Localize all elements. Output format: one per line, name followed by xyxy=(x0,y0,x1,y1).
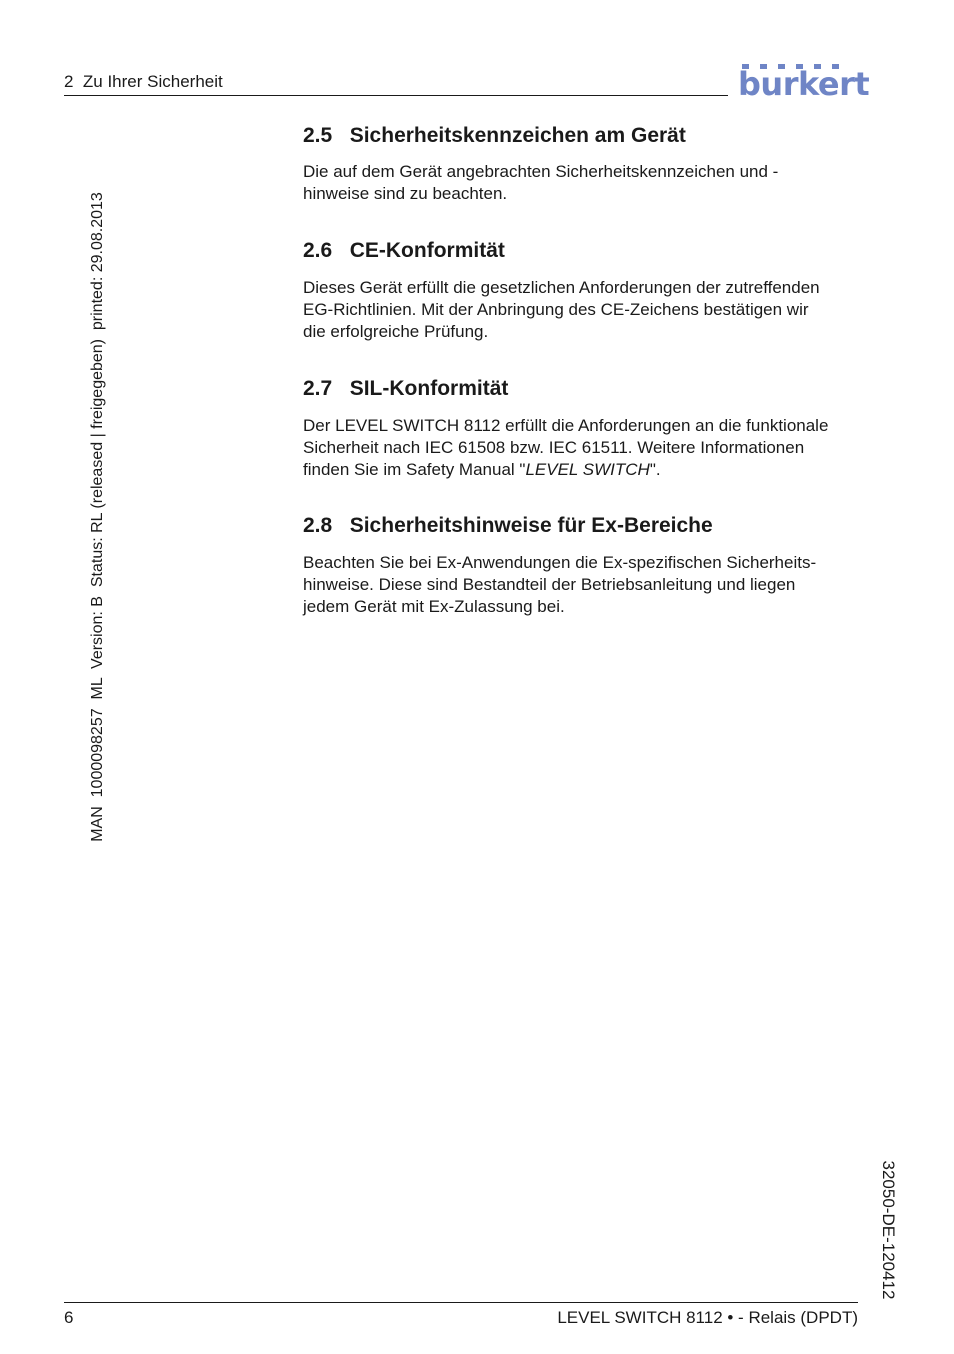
section-body-2-6 xyxy=(303,277,863,343)
body-text: ". xyxy=(649,460,661,479)
body-line xyxy=(303,459,863,481)
body-line: hinweise. Diese sind Bestandteil der Betriebsanleitung und liegen xyxy=(303,575,796,594)
section-title-2-6 xyxy=(303,238,505,264)
section-title-2-5 xyxy=(303,123,686,149)
body-text: finden Sie im Safety Manual " xyxy=(303,460,526,479)
section-heading: CE-Konformität xyxy=(349,239,505,262)
section-number: 2.7 xyxy=(303,377,333,400)
page-number: 6 xyxy=(64,1308,74,1327)
body-line: die erfolgreiche Prüfung. xyxy=(303,322,489,341)
section-number: 2.5 xyxy=(303,124,333,147)
burkert-logo xyxy=(738,64,870,103)
document-status-text: MAN 1000098257 ML Version: B Status: RL (released | freigegeben) printed: 29.08.2013 xyxy=(89,192,106,842)
body-line: hinweise sind zu beachten. xyxy=(303,184,508,203)
section-heading: Sicherheitshinweise für Ex-Bereiche xyxy=(349,514,713,537)
safety-manual-title: LEVEL SWITCH xyxy=(525,460,650,479)
section-body-2-8 xyxy=(303,552,863,618)
body-line: Dieses Gerät erfüllt die gesetzlichen Anforderungen der zutreffenden xyxy=(303,278,820,297)
body-line: Die auf dem Gerät angebrachten Sicherheitskennzeichen und - xyxy=(303,162,779,181)
section-body-2-7 xyxy=(303,415,863,481)
logo-text: burkert xyxy=(738,65,870,103)
section-number: 2.6 xyxy=(303,239,333,262)
footer-product-name: LEVEL SWITCH 8112 • - Relais (DPDT) xyxy=(557,1308,858,1327)
running-header: 2 Zu Ihrer Sicherheit xyxy=(64,72,223,91)
body-line: EG-Richtlinien. Mit der Anbringung des CE-Zeichens bestätigen wir xyxy=(303,300,809,319)
header-rule xyxy=(64,95,728,96)
body-line: jedem Gerät mit Ex-Zulassung bei. xyxy=(303,597,565,616)
body-line: Der LEVEL SWITCH 8112 erfüllt die Anforderungen an die funktionale xyxy=(303,416,829,435)
section-body-2-5 xyxy=(303,161,863,205)
section-heading: SIL-Konformität xyxy=(349,377,509,400)
footer-rule xyxy=(64,1302,858,1303)
body-line: Sicherheit nach IEC 61508 bzw. IEC 61511. Weitere Informationen xyxy=(303,438,805,457)
body-line: Beachten Sie bei Ex-Anwendungen die Ex-spezifischen Sicherheits- xyxy=(303,553,817,572)
section-title-2-7 xyxy=(303,376,508,402)
document-code: 32050-DE-120412 xyxy=(879,1160,898,1300)
section-title-2-8 xyxy=(303,513,713,539)
section-number: 2.8 xyxy=(303,514,333,537)
section-heading: Sicherheitskennzeichen am Gerät xyxy=(349,124,686,147)
